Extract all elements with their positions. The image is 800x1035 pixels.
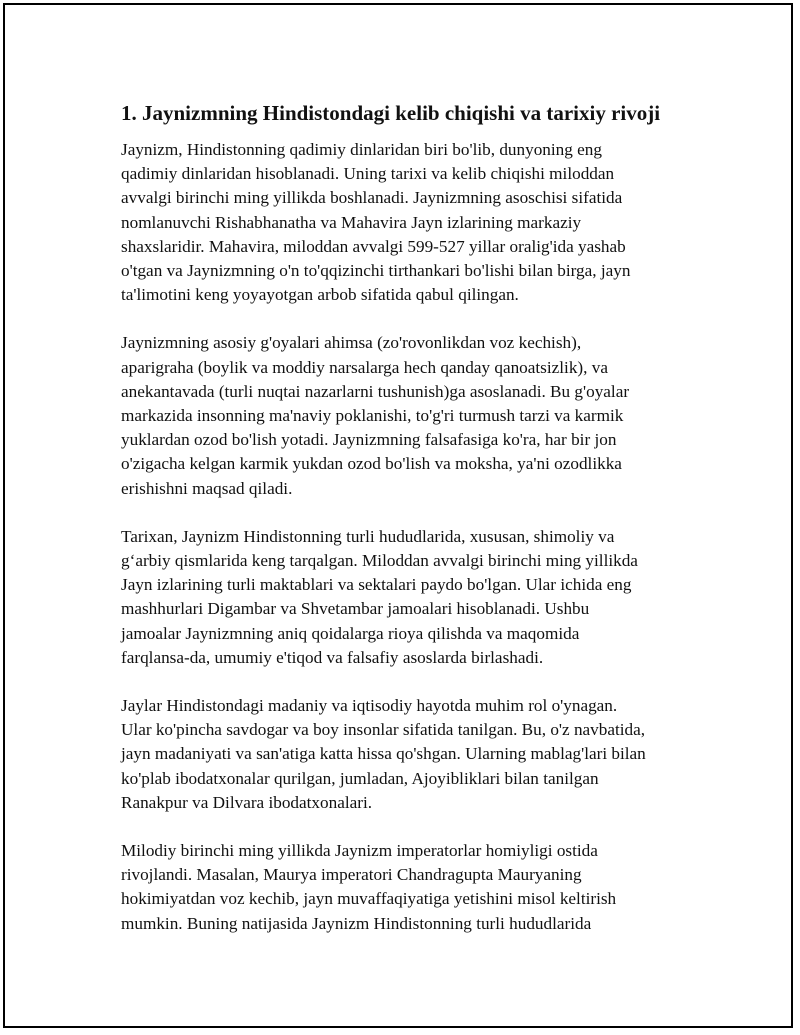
text-line: rivojlandi. Masalan, Maurya imperatori Chandragupta Mauryaning <box>121 865 582 885</box>
text-line: ko'plab ibodatxonalar qurilgan, jumladan, Ajoyibliklari bilan tanilgan <box>121 768 599 788</box>
paragraph-4 <box>121 694 691 815</box>
text-line: yuklardan ozod bo'lish yotadi. Jaynizmning falsafasiga ko'ra, har bir jon <box>121 430 617 450</box>
page-frame <box>3 3 793 1028</box>
text-line: Jaylar Hindistondagi madaniy va iqtisodiy hayotda muhim rol o'ynagan. <box>121 696 618 716</box>
text-line: hokimiyatdan voz kechib, jayn muvaffaqiyatiga yetishini misol keltirish <box>121 889 617 909</box>
text-line: jayn madaniyati va san'atiga katta hissa qo'shgan. Ularning mablag'lari bilan <box>121 744 646 764</box>
text-line: aparigraha (boylik va moddiy narsalarga hech qanday qanoatsizlik), va <box>121 357 608 377</box>
text-line: mashhurlari Digambar va Shvetambar jamoalari hisoblanadi. Ushbu <box>121 599 590 619</box>
text-line: avvalgi birinchi ming yillikda boshlanadi. Jaynizmning asoschisi sifatida <box>121 188 623 208</box>
text-line: markazida insonning ma'naviy poklanishi, to'g'ri turmush tarzi va karmik <box>121 406 624 426</box>
document-body <box>121 99 691 960</box>
text-line: erishishni maqsad qiladi. <box>121 478 293 498</box>
text-line: ta'limotini keng yoyayotgan arbob sifatida qabul qilingan. <box>121 285 519 305</box>
text-line: qadimiy dinlaridan hisoblanadi. Uning tarixi va kelib chiqishi miloddan <box>121 164 615 184</box>
text-line: o'zigacha kelgan karmik yukdan ozod bo'lish va moksha, ya'ni ozodlikka <box>121 454 622 474</box>
paragraph-1 <box>121 138 691 307</box>
text-line: g‘arbiy qismlarida keng tarqalgan. Miloddan avvalgi birinchi ming yillikda <box>121 551 638 571</box>
text-line: Milodiy birinchi ming yillikda Jaynizm imperatorlar homiyligi ostida <box>121 841 598 861</box>
text-line: farqlansa-da, umumiy e'tiqod va falsafiy asoslarda birlashadi. <box>121 647 544 667</box>
text-line: Jaynizmning asosiy g'oyalari ahimsa (zo'rovonlikdan voz kechish), <box>121 333 582 353</box>
text-line: o'tgan va Jaynizmning o'n to'qqizinchi tirthankari bo'lishi bilan birga, jayn <box>121 261 631 281</box>
text-line: jamoalar Jaynizmning aniq qoidalarga rioya qilishda va maqomida <box>121 623 580 643</box>
paragraph-2 <box>121 331 691 500</box>
section-heading: 1. Jaynizmning Hindistondagi kelib chiqishi va tarixiy rivoji <box>121 101 661 125</box>
paragraph-5 <box>121 839 691 936</box>
text-line: anekantavada (turli nuqtai nazarlarni tushunish)ga asoslanadi. Bu g'oyalar <box>121 381 630 401</box>
text-line: Ranakpur va Dilvara ibodatxonalari. <box>121 792 373 812</box>
text-line: Jaynizm, Hindistonning qadimiy dinlaridan biri bo'lib, dunyoning eng <box>121 140 602 159</box>
text-line: mumkin. Buning natijasida Jaynizm Hindistonning turli hududlarida <box>121 913 592 933</box>
paragraph-3 <box>121 525 691 670</box>
text-line: nomlanuvchi Rishabhanatha va Mahavira Jayn izlarining markaziy <box>121 212 582 232</box>
text-line: shaxslaridir. Mahavira, miloddan avvalgi 599-527 yillar oralig'ida yashab <box>121 236 626 256</box>
text-line: Tarixan, Jaynizm Hindistonning turli hududlarida, xususan, shimoliy va <box>121 526 615 546</box>
text-line: Jayn izlarining turli maktablari va sektalari paydo bo'lgan. Ular ichida eng <box>121 575 632 595</box>
text-line: Ular ko'pincha savdogar va boy insonlar sifatida tanilgan. Bu, o'z navbatida, <box>121 720 646 740</box>
